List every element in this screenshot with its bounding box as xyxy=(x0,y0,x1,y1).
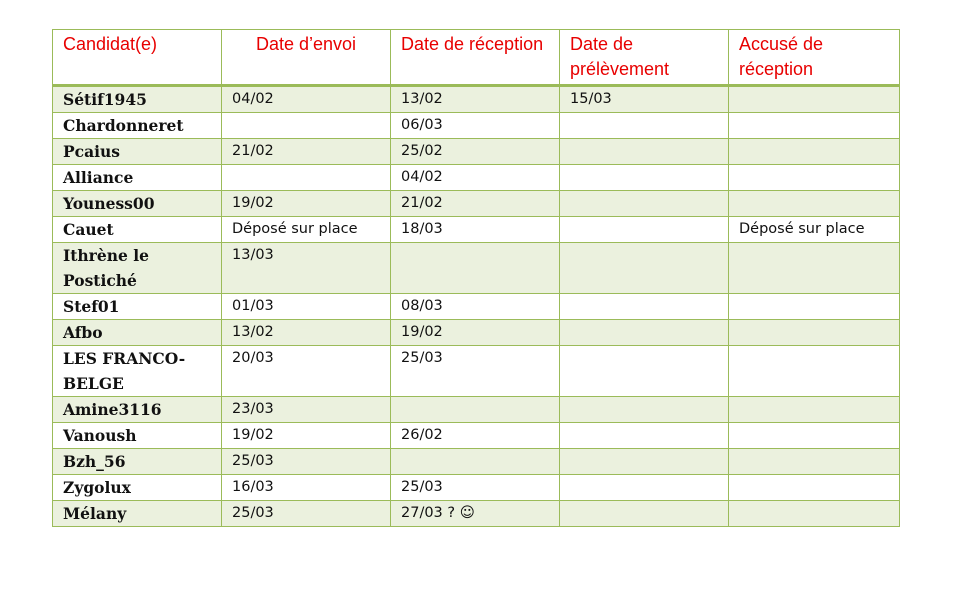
sampling-date-cell xyxy=(560,475,729,501)
header-send-date: Date d’envoi xyxy=(222,30,391,86)
candidate-name-cell: Stef01 xyxy=(53,294,222,320)
send-date-cell: 16/03 xyxy=(222,475,391,501)
reception-date-cell xyxy=(391,449,560,475)
reception-date-cell: 04/02 xyxy=(391,165,560,191)
table-row xyxy=(53,217,900,243)
acknowledgement-cell xyxy=(729,397,900,423)
sampling-date-cell xyxy=(560,165,729,191)
send-date-cell: Déposé sur place xyxy=(222,217,391,243)
reception-date-cell: 27/03 ? ☺ xyxy=(391,501,560,527)
candidate-name-cell: Afbo xyxy=(53,320,222,346)
candidate-name-cell: Cauet xyxy=(53,217,222,243)
table-row xyxy=(53,449,900,475)
acknowledgement-cell xyxy=(729,86,900,113)
acknowledgement-cell xyxy=(729,449,900,475)
reception-date-cell: 08/03 xyxy=(391,294,560,320)
table-row xyxy=(53,139,900,165)
table-row xyxy=(53,501,900,527)
acknowledgement-cell xyxy=(729,320,900,346)
send-date-cell: 23/03 xyxy=(222,397,391,423)
acknowledgement-cell xyxy=(729,294,900,320)
candidate-name-cell: Youness00 xyxy=(53,191,222,217)
candidate-name-cell: Alliance xyxy=(53,165,222,191)
candidate-name-cell: Amine3116 xyxy=(53,397,222,423)
acknowledgement-cell xyxy=(729,423,900,449)
reception-date-cell xyxy=(391,397,560,423)
table-body xyxy=(53,86,900,527)
sampling-date-cell xyxy=(560,449,729,475)
candidate-name-cell: Zygolux xyxy=(53,475,222,501)
header-acknowledgement: Accusé de réception xyxy=(729,30,900,86)
header-candidate: Candidat(e) xyxy=(53,30,222,86)
reception-date-cell: 18/03 xyxy=(391,217,560,243)
table-row xyxy=(53,113,900,139)
acknowledgement-cell xyxy=(729,243,900,294)
send-date-cell: 25/03 xyxy=(222,449,391,475)
acknowledgement-cell xyxy=(729,191,900,217)
reception-date-cell: 13/02 xyxy=(391,86,560,113)
acknowledgement-cell xyxy=(729,113,900,139)
sampling-date-cell xyxy=(560,423,729,449)
send-date-cell: 01/03 xyxy=(222,294,391,320)
sampling-date-cell xyxy=(560,397,729,423)
candidate-name-cell: Ithrène le Postiché xyxy=(53,243,222,294)
candidate-name-cell: Pcaius xyxy=(53,139,222,165)
table-row xyxy=(53,346,900,397)
acknowledgement-cell xyxy=(729,139,900,165)
sampling-date-cell xyxy=(560,113,729,139)
table-row xyxy=(53,423,900,449)
candidate-tracking-table xyxy=(52,29,900,527)
sampling-date-cell xyxy=(560,320,729,346)
acknowledgement-cell xyxy=(729,165,900,191)
reception-date-cell: 25/03 xyxy=(391,475,560,501)
reception-date-cell xyxy=(391,243,560,294)
send-date-cell: 19/02 xyxy=(222,191,391,217)
acknowledgement-cell: Déposé sur place xyxy=(729,217,900,243)
candidate-name-cell: Chardonneret xyxy=(53,113,222,139)
reception-date-cell: 19/02 xyxy=(391,320,560,346)
candidate-name-cell: Vanoush xyxy=(53,423,222,449)
table-row xyxy=(53,86,900,113)
sampling-date-cell xyxy=(560,346,729,397)
sampling-date-cell xyxy=(560,501,729,527)
reception-date-cell: 21/02 xyxy=(391,191,560,217)
candidate-name-cell: Mélany xyxy=(53,501,222,527)
table-row xyxy=(53,320,900,346)
table-row xyxy=(53,294,900,320)
reception-date-cell: 06/03 xyxy=(391,113,560,139)
send-date-cell xyxy=(222,113,391,139)
sampling-date-cell xyxy=(560,191,729,217)
header-reception-date: Date de réception xyxy=(391,30,560,86)
send-date-cell: 20/03 xyxy=(222,346,391,397)
candidate-name-cell: Sétif1945 xyxy=(53,86,222,113)
table-row xyxy=(53,397,900,423)
send-date-cell: 13/03 xyxy=(222,243,391,294)
candidate-name-cell: LES FRANCO-BELGE xyxy=(53,346,222,397)
candidate-name-cell: Bzh_56 xyxy=(53,449,222,475)
reception-date-cell: 26/02 xyxy=(391,423,560,449)
sampling-date-cell xyxy=(560,243,729,294)
sampling-date-cell: 15/03 xyxy=(560,86,729,113)
send-date-cell: 21/02 xyxy=(222,139,391,165)
acknowledgement-cell xyxy=(729,475,900,501)
acknowledgement-cell xyxy=(729,346,900,397)
table-header xyxy=(53,30,900,86)
sampling-date-cell xyxy=(560,294,729,320)
reception-date-cell: 25/03 xyxy=(391,346,560,397)
table-row xyxy=(53,243,900,294)
send-date-cell: 25/03 xyxy=(222,501,391,527)
table-row xyxy=(53,165,900,191)
send-date-cell: 04/02 xyxy=(222,86,391,113)
sampling-date-cell xyxy=(560,217,729,243)
send-date-cell: 19/02 xyxy=(222,423,391,449)
table-row xyxy=(53,475,900,501)
header-row xyxy=(53,30,900,86)
reception-date-cell: 25/02 xyxy=(391,139,560,165)
send-date-cell: 13/02 xyxy=(222,320,391,346)
sampling-date-cell xyxy=(560,139,729,165)
header-sampling-date: Date de prélèvement xyxy=(560,30,729,86)
table-row xyxy=(53,191,900,217)
acknowledgement-cell xyxy=(729,501,900,527)
send-date-cell xyxy=(222,165,391,191)
